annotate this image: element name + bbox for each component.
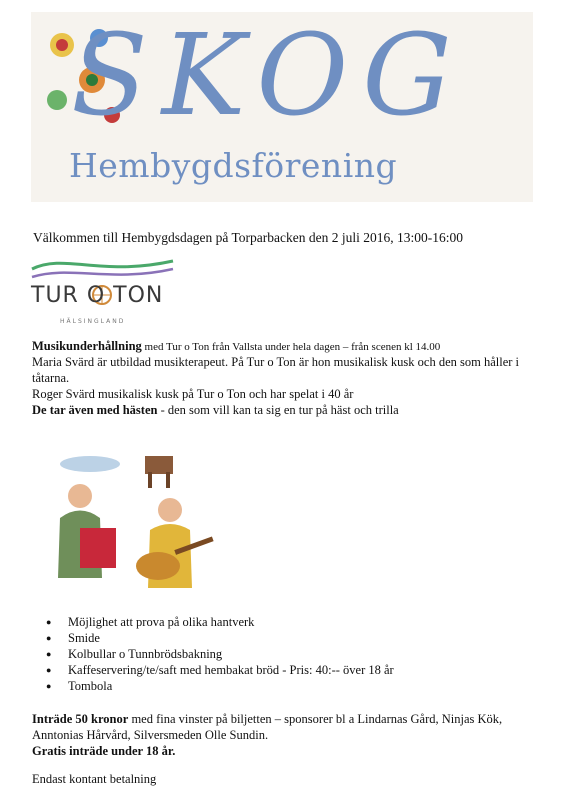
- list-item: ● Möjlighet att prova på olika hantverk: [46, 614, 394, 630]
- list-item: ● Tombola: [46, 678, 394, 694]
- tur-o-ton-wordmark: TUR O TON: [31, 283, 164, 308]
- welcome-text: Välkommen till Hembygdsdagen på Torparbacken den 2 juli 2016, 13:00-16:00: [33, 230, 463, 245]
- horse-line: [32, 402, 399, 418]
- free-entry: Gratis inträde under 18 år.: [32, 744, 176, 758]
- list-item: ● Kaffeservering/te/saft med hembakat bröd - Pris: 40:-- över 18 år: [46, 662, 394, 678]
- tur-o-ton-subtitle: HÄLSINGLAND: [60, 318, 126, 325]
- page-title: SKOG: [71, 11, 466, 141]
- horse-bold: De tar även med hästen: [32, 403, 158, 417]
- entry-line-2: Anntonias Hårvård, Silversmeden Olle Sundin.: [32, 728, 269, 742]
- header-banner: [31, 12, 533, 202]
- music-heading-rest: med Tur o Ton från Vallsta under hela dagen – från scenen kl 14.00: [141, 341, 441, 353]
- horse-rest: - den som vill kan ta sig en tur på häst och trilla: [157, 403, 399, 417]
- list-item: ● Smide: [46, 630, 394, 646]
- entry-rest: med fina vinster på biljetten – sponsorer bl a Lindarnas Gård, Ninjas Kök,: [128, 712, 503, 726]
- music-line-4: Roger Svärd musikalisk kusk på Tur o Ton och har spelat i 40 år: [32, 387, 354, 401]
- music-line-2: Maria Svärd är utbildad musikterapeut. På Tur o Ton är hon musikalisk kusk och den som håller i: [32, 355, 520, 369]
- list-item: ● Kolbullar o Tunnbrödsbakning: [46, 646, 394, 662]
- payment-note: Endast kontant betalning: [32, 772, 157, 786]
- music-heading: Musikunderhållning: [32, 339, 142, 353]
- musicians-illustration: [40, 448, 220, 608]
- activities-list: [46, 614, 394, 694]
- music-heading-line: [32, 338, 440, 355]
- music-line-3: tåtarna.: [32, 371, 70, 385]
- page-subtitle: Hembygdsförening: [69, 146, 398, 185]
- entry-bold: Inträde 50 kronor: [32, 712, 129, 726]
- entry-line: [32, 711, 502, 727]
